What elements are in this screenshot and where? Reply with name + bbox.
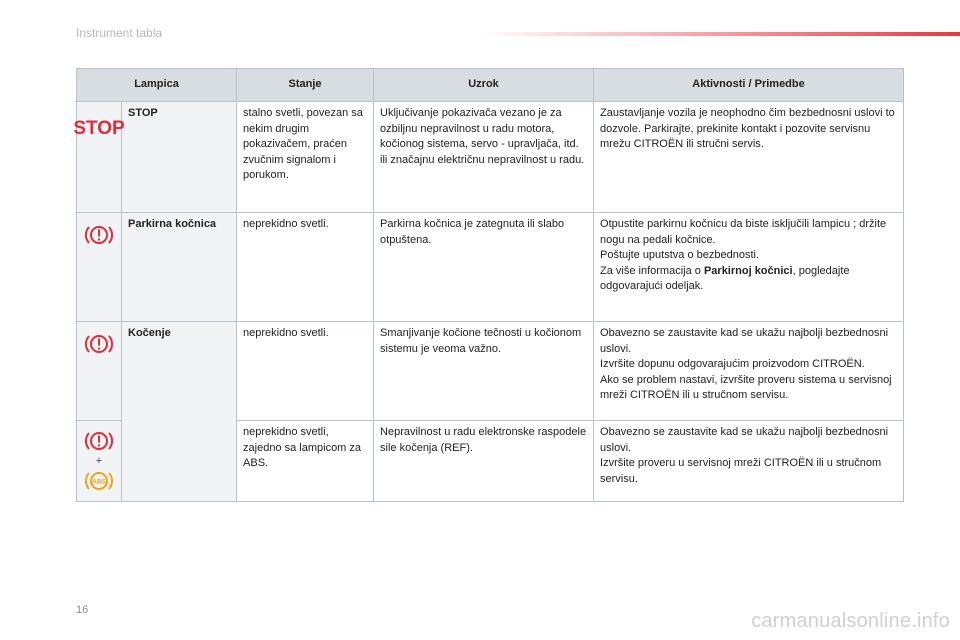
cause-cell: Parkirna kočnica je zategnuta ili slabo otpuštena. [374,213,594,322]
state-cell: neprekidno svetli. [237,213,374,322]
action-cell: Zaustavljanje vozila je neophodno čim bezbednosni uslovi to dozvole. Parkirajte, prekinite kontakt i pozovite servisnu mrežu CITROËN ili stručni servis. [594,102,904,213]
table-header-row [77,69,904,102]
action-text: Obavezno se zaustavite kad se ukažu najbolji bezbednosni uslovi. [600,426,889,454]
state-cell: neprekidno svetli, zajedno sa lampicom za ABS. [237,421,374,502]
table-row [77,102,904,213]
lamp-name: STOP [122,102,237,213]
action-text: Poštujte uputstva o bezbednosti. [600,249,760,261]
action-text: , pogledajte odgovarajući odeljak. [600,264,850,292]
column-header-lampica: Lampica [77,69,237,102]
page-number: 16 [76,604,89,616]
brake-warning-icon [84,332,114,356]
action-text: Za više informacija o [600,264,704,277]
action-cell [594,421,904,502]
lamp-name: Kočenje [122,322,237,502]
column-header-uzrok: Uzrok [374,69,594,102]
table-row [77,213,904,322]
icon-cell [77,213,122,322]
state-cell: neprekidno svetli. [237,322,374,421]
abs-icon [84,469,114,493]
column-header-stanje: Stanje [237,69,374,102]
state-cell: stalno svetli, povezan sa nekim drugim pokazivačem, praćen zvučnim signalom i porukom. [237,102,374,213]
action-cell [594,213,904,322]
brake-warning-icon [84,223,114,247]
table-row [77,322,904,421]
cause-cell: Smanjivanje kočione tečnosti u kočionom sistemu je veoma važno. [374,322,594,421]
svg-text:ABS: ABS [92,478,106,486]
icon-cell [77,322,122,421]
action-text: Otpustite parkirnu kočnicu da biste isključili lampicu ; držite nogu na pedali kočnice. [600,218,887,246]
watermark: carmanualsonline.info [751,610,950,632]
brake-warning-icon [84,429,114,453]
svg-text:STOP: STOP [73,118,125,139]
cause-cell: Uključivanje pokazivača vezano je za ozbiljnu nepravilnost u radu motora, kočionog sistema, servo - upravljača, itd. ili značajnu električnu nepravilnost u radu. [374,102,594,213]
section-title: Instrument tabla [76,26,163,40]
icon-cell [73,102,125,213]
header-accent-bar [480,32,960,36]
stop-icon [73,116,125,139]
action-text: Obavezno se zaustavite kad se ukažu najbolji bezbednosni uslovi. [600,327,889,355]
action-text-bold: Parkirnoj kočnici [703,264,793,277]
lamp-name: Parkirna kočnica [122,213,237,322]
plus-sign: + [95,455,103,467]
action-cell [594,322,904,421]
icon-cell [77,421,122,502]
warning-lamps-table [73,68,904,502]
action-text: Izvršite proveru u servisnoj mreži CITROËN ili u stručnom servisu. [600,457,882,485]
action-text: Ako se problem nastavi, izvršite proveru sistema u servisnoj mreži CITROËN ili u stručnom servisu. [600,373,892,401]
cause-cell: Nepravilnost u radu elektronske raspodele sile kočenja (REF). [374,421,594,502]
action-text: Izvršite dopunu odgovarajućim proizvodom CITROËN. [600,358,865,370]
column-header-aktivnosti: Aktivnosti / Primedbe [594,69,904,102]
